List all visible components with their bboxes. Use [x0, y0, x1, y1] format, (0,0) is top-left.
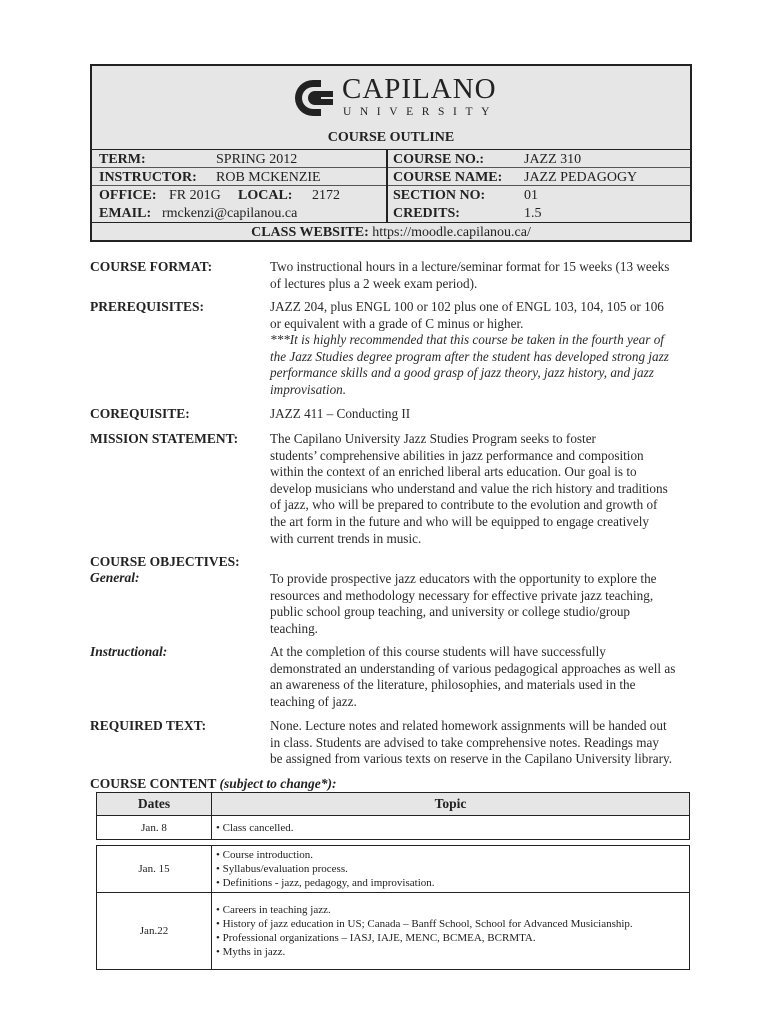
instructor-label: INSTRUCTOR: [99, 170, 197, 185]
topic-column-header: Topic [212, 793, 690, 816]
topic-item: • Myths in jazz. [216, 946, 286, 958]
dates-column-header: Dates [97, 793, 212, 816]
topic-item: • Careers in teaching jazz. [216, 904, 331, 916]
logo-wordmark: CAPILANO [342, 73, 497, 105]
text-line: or equivalent with a grade of C minus or higher. [270, 315, 524, 331]
course-content-title [90, 776, 337, 792]
term-label: TERM: [99, 152, 146, 167]
section-label: SECTION NO: [393, 188, 486, 203]
text-line: an awareness of the literature, philosophies, and materials used in the [270, 677, 636, 693]
section-value: 01 [524, 188, 538, 203]
topic-item: • Definitions - jazz, pedagogy, and improvisation. [216, 877, 435, 889]
table-row [97, 893, 690, 970]
office-value: FR 201G [169, 188, 221, 203]
text-line: Two instructional hours in a lecture/seminar format for 15 weeks (13 weeks [270, 259, 670, 274]
table-header-row [97, 793, 690, 816]
info-row [92, 150, 690, 168]
course-info-grid [92, 149, 690, 243]
required-text-text [270, 718, 698, 768]
corequisite-label: COREQUISITE: [90, 406, 190, 421]
text-line: be assigned from various texts on reserve in the Capilano University library. [270, 751, 672, 767]
topic-cell [212, 846, 690, 893]
course-content-subtitle: (subject to change*): [219, 776, 337, 791]
corequisite-text: JAZZ 411 – Conducting II [270, 406, 411, 421]
text-line: teaching. [270, 620, 318, 636]
text-line: ***It is highly recommended that this course be taken in the fourth year of [270, 332, 664, 348]
text-line: the Jazz Studies degree program after the student has developed strong jazz [270, 348, 669, 364]
credits-label: CREDITS: [393, 206, 460, 221]
date-cell: Jan.22 [97, 893, 212, 970]
text-line: resources and methodology necessary for effective private jazz teaching, [270, 587, 654, 603]
email-label: EMAIL: [99, 206, 152, 221]
text-line: develop musicians who understand and value the rich history and traditions [270, 480, 668, 496]
course-schedule-table [96, 792, 690, 970]
instructional-objective-text [270, 644, 698, 710]
credits-value: 1.5 [524, 206, 542, 221]
course-format-label: COURSE FORMAT: [90, 259, 213, 274]
topic-item: • Class cancelled. [216, 821, 294, 834]
term-value: SPRING 2012 [216, 152, 298, 167]
table-row [97, 846, 690, 893]
course-format-text [270, 259, 698, 292]
instructional-label: Instructional: [90, 644, 168, 659]
text-line: public school group teaching, and university or college studio/group [270, 604, 631, 620]
local-label: LOCAL: [238, 188, 293, 203]
mission-statement-text [270, 431, 698, 547]
text-line: of lectures plus a 2 week exam period). [270, 275, 478, 291]
text-line: of jazz, who will be prepared to contribute to the evolution and growth of [270, 497, 658, 513]
course-outline-title: COURSE OUTLINE [327, 130, 455, 145]
text-line: the art form in the future and who will be equipped to engage creatively [270, 513, 650, 529]
text-line: The Capilano University Jazz Studies Program seeks to foster [270, 431, 596, 446]
class-website-row [92, 224, 690, 242]
office-label: OFFICE: [99, 188, 157, 203]
text-line: At the completion of this course students will have successfully [270, 644, 606, 659]
course-objectives-label: COURSE OBJECTIVES: [90, 554, 240, 569]
topic-item: • History of jazz education in US; Canada – Banff School, School for Advanced Musicianship. [216, 918, 633, 930]
mission-statement-label: MISSION STATEMENT: [90, 431, 239, 446]
course-name-value: JAZZ PEDAGOGY [524, 170, 638, 185]
course-name-label: COURSE NAME: [393, 170, 503, 185]
general-objective-text [270, 571, 698, 637]
course-no-label: COURSE NO.: [393, 152, 485, 167]
university-logo [92, 66, 690, 126]
topic-cell [212, 816, 690, 840]
table-row [97, 816, 690, 840]
text-line: within the context of an enriched liberal arts education. Our goal is to [270, 464, 637, 480]
local-value: 2172 [312, 188, 340, 203]
text-line: with current trends in music. [270, 530, 422, 546]
prerequisites-label: PREREQUISITES: [90, 299, 205, 314]
topic-cell [212, 893, 690, 970]
required-text-label: REQUIRED TEXT: [90, 718, 207, 733]
course-no-value: JAZZ 310 [524, 152, 582, 167]
course-header-box [90, 64, 692, 242]
text-line: performance skills and a good grasp of jazz theory, jazz history, and jazz [270, 365, 654, 381]
email-value[interactable]: rmckenzi@capilanou.ca [162, 206, 298, 221]
text-line: improvisation. [270, 381, 347, 397]
text-line: None. Lecture notes and related homework assignments will be handed out [270, 718, 667, 733]
logo-subtitle: UNIVERSITY [343, 106, 498, 118]
text-line: demonstrated an understanding of various pedagogical approaches as well as [270, 660, 676, 676]
text-line: in class. Students are advised to take comprehensive notes. Readings may [270, 734, 659, 750]
text-line: JAZZ 204, plus ENGL 100 or 102 plus one of ENGL 103, 104, 105 or 106 [270, 299, 664, 314]
instructor-value: ROB MCKENZIE [216, 170, 321, 185]
topic-item: • Syllabus/evaluation process. [216, 863, 348, 875]
prerequisites-text [270, 299, 698, 399]
course-content-heading: COURSE CONTENT [90, 776, 217, 791]
capilano-logo-icon [291, 78, 335, 118]
date-cell: Jan. 8 [97, 816, 212, 840]
text-line: teaching of jazz. [270, 693, 357, 709]
date-cell: Jan. 15 [97, 846, 212, 893]
column-divider [386, 150, 388, 223]
text-line: students’ comprehensive abilities in jazz performance and composition [270, 447, 644, 463]
website-label: CLASS WEBSITE: [251, 225, 369, 240]
text-line: To provide prospective jazz educators with the opportunity to explore the [270, 571, 657, 586]
website-link[interactable]: https://moodle.capilanou.ca/ [372, 225, 531, 240]
topic-item: • Course introduction. [216, 849, 314, 861]
general-label: General: [90, 570, 140, 585]
topic-item: • Professional organizations – IASJ, IAJE, MENC, BCMEA, BCRMTA. [216, 932, 536, 944]
